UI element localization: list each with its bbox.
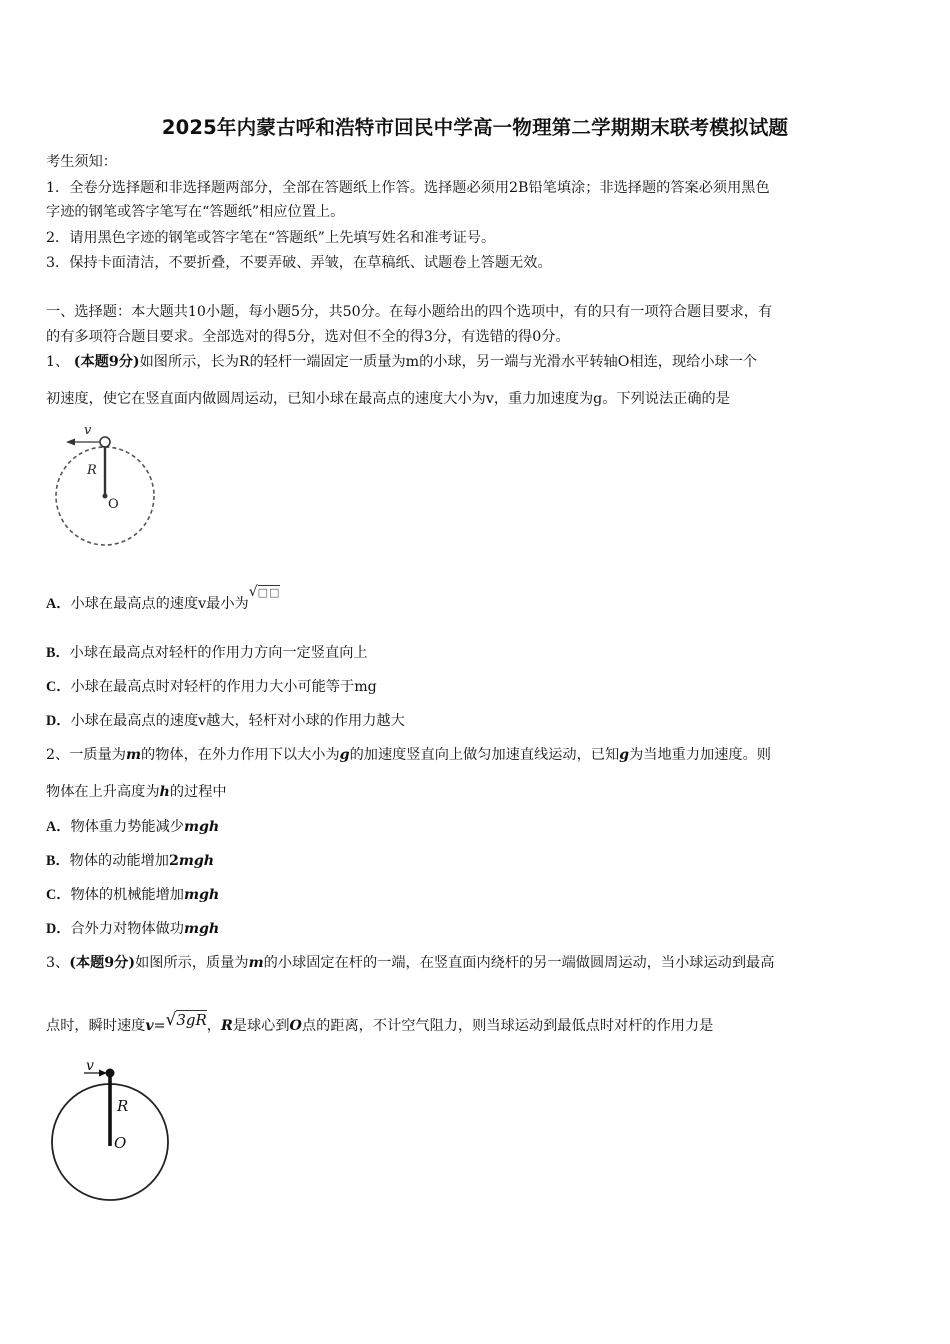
math-expr: mgh bbox=[183, 921, 220, 937]
option-text: 物体的动能增加 bbox=[69, 853, 169, 869]
q3-stem-1 bbox=[46, 953, 908, 973]
missing-glyphs: □□ bbox=[257, 586, 281, 599]
stem-text: 为当地重力加速度。则 bbox=[629, 747, 771, 763]
q3-stem-2 bbox=[46, 1010, 908, 1036]
stem-text: 的物体，在外力作用下以大小为 bbox=[141, 747, 340, 763]
stem-text: 一质量为 bbox=[69, 747, 126, 763]
q1-ball bbox=[100, 437, 110, 447]
stem-text: 是球心到 bbox=[232, 1018, 290, 1034]
q2-stem-2 bbox=[46, 782, 908, 802]
q1-number: 1、 bbox=[46, 354, 70, 370]
math-expr: mgh bbox=[183, 819, 220, 835]
option-text: 小球在最高点的速度v越大，轻杆对小球的作用力越大 bbox=[70, 713, 405, 729]
stem-text: 的加速度竖直向上做匀加速直线运动，已知 bbox=[349, 747, 620, 763]
page-title: 2025年内蒙古呼和浩特市回民中学高一物理第二学期期末联考模拟试题 bbox=[161, 116, 789, 139]
q2-option-a[interactable] bbox=[46, 817, 908, 837]
math-eq: = bbox=[153, 1018, 166, 1034]
math-var: v bbox=[145, 1018, 154, 1034]
q2-option-c[interactable] bbox=[46, 885, 908, 905]
q1-label-o: O bbox=[108, 497, 119, 512]
section-intro-2: 的有多项符合题目要求。全部选对的得5分，选对但不全的得3分，有选错的得0分。 bbox=[46, 329, 570, 345]
sqrt-icon: √ bbox=[248, 584, 258, 600]
math-expr: mgh bbox=[183, 887, 220, 903]
sqrt-radicand: 3gR bbox=[176, 1011, 207, 1029]
sqrt-expression bbox=[165, 1010, 207, 1030]
option-text: 物体重力势能减少 bbox=[70, 819, 184, 835]
q1-arrow-head bbox=[66, 439, 75, 446]
q1-figure bbox=[48, 418, 168, 558]
option-label: D． bbox=[46, 713, 71, 729]
option-label: B． bbox=[46, 645, 70, 661]
stem-text: 的过程中 bbox=[169, 784, 227, 800]
q1-option-b[interactable] bbox=[46, 643, 908, 663]
option-text: 小球在最高点时对轻杆的作用力大小可能等于mg bbox=[70, 679, 377, 695]
math-var: m bbox=[248, 955, 264, 971]
math-var: g bbox=[619, 747, 630, 763]
math-var: R bbox=[220, 1018, 233, 1034]
option-label: A． bbox=[46, 819, 71, 835]
q1-option-a[interactable] bbox=[46, 584, 908, 615]
stem-text: 物体在上升高度为 bbox=[46, 784, 160, 800]
q1-option-c[interactable] bbox=[46, 677, 908, 697]
math-expr: mgh bbox=[178, 853, 215, 869]
option-label: C． bbox=[46, 887, 71, 903]
option-text: 物体的机械能增加 bbox=[70, 887, 184, 903]
q1-stem-1 bbox=[46, 352, 908, 372]
q1-text-1: 如图所示，长为R的轻杆一端固定一质量为m的小球，另一端与光滑水平转轴O相连，现给小球一个 bbox=[139, 354, 758, 370]
q2-option-d[interactable] bbox=[46, 919, 908, 939]
notice-item-1: 1．全卷分选择题和非选择题两部分，全部在答题纸上作答。选择题必须用2B铅笔填涂；非选择题的答案必须用黑色 bbox=[46, 180, 770, 196]
stem-text: ， bbox=[206, 1018, 221, 1034]
option-label: A． bbox=[46, 596, 71, 612]
option-label: C． bbox=[46, 679, 71, 695]
q1-label-v: v bbox=[84, 423, 92, 438]
stem-text: 如图所示，质量为 bbox=[135, 955, 249, 971]
q3-label-o: O bbox=[114, 1134, 127, 1152]
sqrt-expression bbox=[249, 584, 281, 600]
math-var: h bbox=[159, 784, 170, 800]
stem-text: 的小球固定在杆的一端，在竖直面内绕杆的另一端做圆周运动，当小球运动到最高 bbox=[263, 955, 775, 971]
q2-stem-1 bbox=[46, 745, 908, 765]
notice-heading: 考生须知： bbox=[46, 154, 117, 170]
stem-text: 点的距离，不计空气阻力，则当球运动到最低点时对杆的作用力是 bbox=[301, 1018, 714, 1034]
q3-label-r: R bbox=[117, 1097, 129, 1115]
math-var: g bbox=[339, 747, 350, 763]
q3-tag: (本题9分) bbox=[69, 955, 136, 971]
q1-pivot bbox=[103, 494, 108, 499]
option-text: 合外力对物体做功 bbox=[70, 921, 184, 937]
q3-figure bbox=[46, 1060, 176, 1210]
option-text: 小球在最高点对轻杆的作用力方向一定竖直向上 bbox=[69, 645, 368, 661]
q1-stem-2: 初速度，使它在竖直面内做圆周运动，已知小球在最高点的速度大小为v，重力加速度为g。下列说法正确的是 bbox=[46, 391, 730, 407]
notice-item-3: 3．保持卡面清洁，不要折叠，不要弄破、弄皱，在草稿纸、试题卷上答题无效。 bbox=[46, 255, 552, 271]
q3-number: 3、 bbox=[46, 955, 70, 971]
q1-tag: (本题9分) bbox=[73, 354, 140, 370]
option-text: 小球在最高点的速度v最小为 bbox=[70, 596, 249, 612]
q2-number: 2、 bbox=[46, 747, 70, 763]
math-var: O bbox=[289, 1018, 302, 1034]
q1-label-r: R bbox=[87, 463, 97, 478]
math-coef: 2 bbox=[168, 853, 179, 869]
notice-item-2: 2．请用黑色字迹的钢笔或答字笔在“答题纸”上先填写姓名和准考证号。 bbox=[46, 230, 496, 246]
sqrt-icon: √ bbox=[165, 1010, 177, 1030]
math-var: m bbox=[125, 747, 141, 763]
q1-option-d[interactable] bbox=[46, 711, 908, 731]
q2-option-b[interactable] bbox=[46, 851, 908, 871]
section-intro-1: 一、选择题：本大题共10小题，每小题5分，共50分。在每小题给出的四个选项中，有的只有一项符合题目要求，有 bbox=[46, 304, 773, 320]
option-label: D． bbox=[46, 921, 71, 937]
option-label: B． bbox=[46, 853, 70, 869]
q3-arrow-head bbox=[99, 1070, 107, 1077]
notice-item-1-cont: 字迹的钢笔或答字笔写在“答题纸”相应位置上。 bbox=[46, 204, 345, 220]
q3-label-v: v bbox=[86, 1060, 94, 1074]
stem-text: 点时，瞬时速度 bbox=[46, 1018, 146, 1034]
